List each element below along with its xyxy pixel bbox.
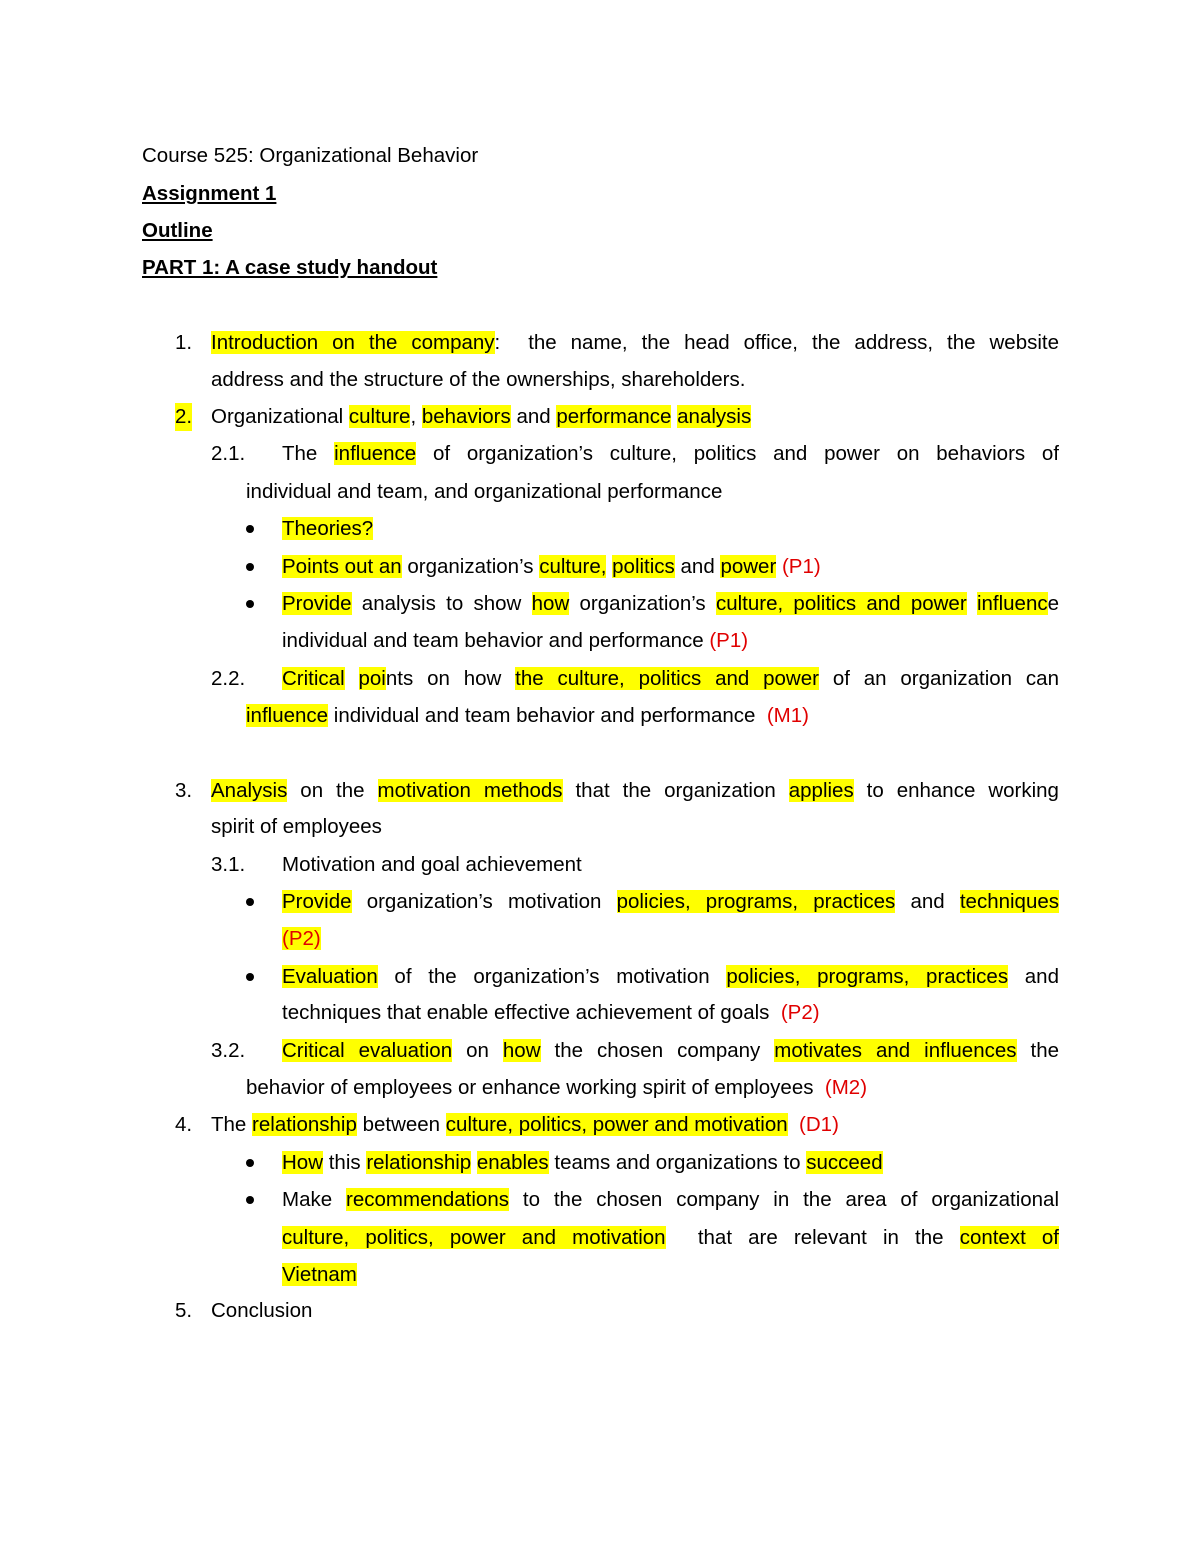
item-3-number: 3. [175,779,193,802]
item-3-line-1: Analysis on the motivation methods that the organization applies to enhance working [211,779,1059,802]
outline-heading: Outline [142,219,213,242]
item-2-line: Organizational culture, behaviors and performance analysis [211,405,752,428]
item-1-line-1: Introduction on the company: the name, the head office, the address, the website [211,331,1059,354]
bullet-provide-policies-line-2: (P2) [282,927,321,950]
item-2-2-line-2: influence individual and team behavior and performance (M1) [246,704,809,727]
bullet-recommendations-line-2: culture, politics, power and motivation that are relevant in the context of [282,1226,1059,1249]
bullet-recommendations-line-1: Make recommendations to the chosen company in the area of organizational [282,1188,1059,1211]
bullet-provide-policies-line-1: Provide organization’s motivation policies, programs, practices and techniques [282,890,1059,913]
bullet-icon [246,563,254,571]
bullet-icon [246,1159,254,1167]
item-2-2-number: 2.2. [211,667,246,690]
item-3-2-line-1: Critical evaluation on how the chosen company motivates and influences the [282,1039,1059,1062]
item-1-line-2: address and the structure of the ownerships, shareholders. [211,368,746,391]
course-title: Course 525: Organizational Behavior [142,144,479,167]
item-1-number: 1. [175,331,193,354]
bullet-evaluation-line-1: Evaluation of the organization’s motivation policies, programs, practices and [282,965,1059,988]
bullet-icon [246,525,254,533]
bullet-icon [246,973,254,981]
item-2-number: 2. [175,403,192,431]
item-2-2-line-1: Critical points on how the culture, politics and power of an organization can [282,667,1059,690]
item-3-2-number: 3.2. [211,1039,246,1062]
item-3-2-line-2: behavior of employees or enhance working spirit of employees (M2) [246,1076,868,1099]
bullet-icon [246,1196,254,1204]
item-5-number: 5. [175,1299,193,1322]
item-2-1-line-2: individual and team, and organizational performance [246,480,723,503]
bullet-icon [246,898,254,906]
bullet-recommendations-line-3: Vietnam [282,1263,357,1286]
bullet-icon [246,600,254,608]
bullet-evaluation-line-2: techniques that enable effective achievement of goals (P2) [282,1001,820,1024]
bullet-points-out: Points out an organization’s culture, politics and power (P1) [282,555,821,578]
item-2-1-line-1: The influence of organization’s culture, politics and power on behaviors of [282,442,1059,465]
item-2-1-number: 2.1. [211,442,246,465]
part-heading: PART 1: A case study handout [142,256,438,279]
item-5-line: Conclusion [211,1299,313,1322]
item-3-line-2: spirit of employees [211,815,382,838]
bullet-how-relationship: How this relationship enables teams and organizations to succeed [282,1151,883,1174]
item-1-label: Introduction on the company [211,331,495,354]
item-3-1-line: Motivation and goal achievement [282,853,582,876]
bullet-provide-analysis-line-2: individual and team behavior and performance (P1) [282,629,749,652]
bullet-theories: Theories? [282,517,374,540]
item-3-1-number: 3.1. [211,853,246,876]
item-4-number: 4. [175,1113,193,1136]
item-4-line: The relationship between culture, politics, power and motivation (D1) [211,1113,839,1136]
assignment-heading: Assignment 1 [142,182,277,205]
bullet-provide-analysis-line-1: Provide analysis to show how organization’s culture, politics and power influence [282,592,1059,615]
